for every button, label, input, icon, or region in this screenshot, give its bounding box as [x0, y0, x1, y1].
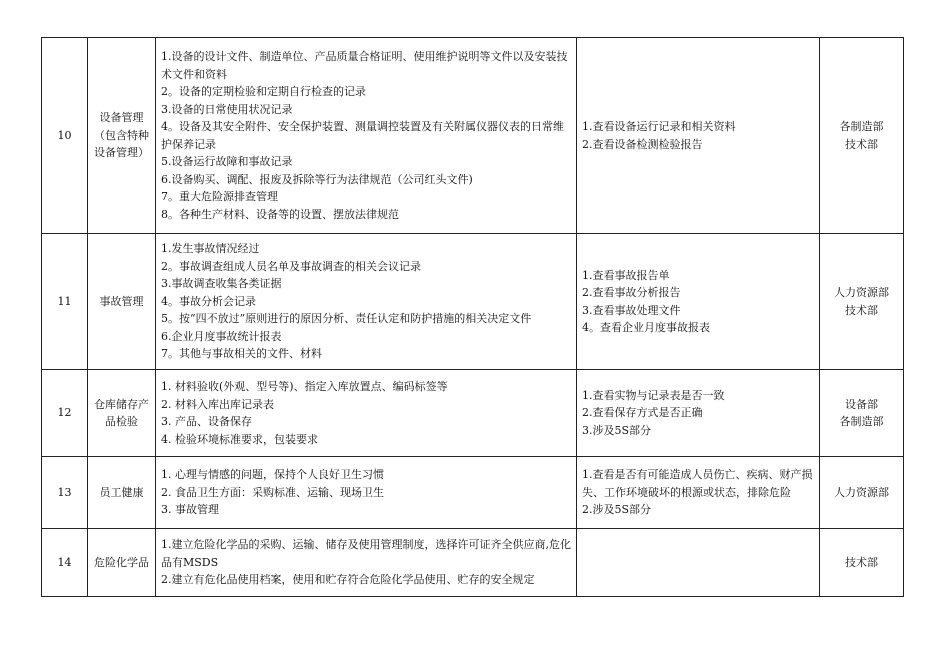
requirement-line: 1.设备的设计文件、制造单位、产品质量合格证明、使用维护说明等文件以及安装技术文件和资料 — [161, 50, 568, 81]
department-name: 技术部 — [845, 137, 878, 151]
table-row — [42, 457, 904, 529]
check-line: 1.查看设备运行记录和相关资料 — [582, 120, 736, 133]
check-line: 2.查看保存方式是否正确 — [582, 406, 703, 420]
department-name: 技术部 — [845, 555, 878, 569]
requirement-line: 2.建立有危化品使用档案，使用和贮存符合危险化学品使用、贮存的安全规定 — [161, 573, 535, 587]
checks-cell — [577, 370, 820, 457]
inspection-table — [41, 37, 904, 597]
department-cell — [820, 38, 904, 234]
check-line: 1.查看事故报告单 — [582, 268, 670, 282]
requirement-line: 1. 材料验收(外观、型号等)、指定入库放置点、编码标签等 — [161, 380, 448, 393]
requirement-line: 6.企业月度事故统计报表 — [161, 329, 282, 343]
check-line: 2.查看设备检测检验报告 — [582, 137, 703, 151]
table-row — [42, 38, 904, 234]
checks-cell — [577, 234, 820, 370]
row-number: 12 — [42, 370, 88, 457]
checks-cell — [577, 529, 820, 597]
check-line: 3.涉及5S部分 — [582, 423, 652, 437]
requirement-line: 2. 材料入库出库记录表 — [161, 397, 274, 411]
department-name: 设备部 — [845, 397, 878, 411]
item-name: 事故管理 — [88, 234, 156, 370]
requirement-line: 1.建立危险化学品的采购、运输、储存及使用管理制度，选择许可证齐全供应商,危化品有MSDS — [161, 538, 571, 569]
department-name: 人力资源部 — [834, 286, 889, 299]
checks-cell — [577, 38, 820, 234]
requirement-line: 3.事故调查收集各类证据 — [161, 277, 282, 291]
department-cell — [820, 234, 904, 370]
requirement-line: 2。设备的定期检验和定期自行检查的记录 — [161, 85, 366, 98]
check-line: 2.查看事故分析报告 — [582, 286, 681, 299]
requirement-line: 3.设备的日常使用状况记录 — [161, 102, 293, 116]
requirements-cell — [156, 370, 577, 457]
row-number: 11 — [42, 234, 88, 370]
row-number: 13 — [42, 457, 88, 529]
item-name: 员工健康 — [88, 457, 156, 529]
checks-cell — [577, 457, 820, 529]
check-line: 3.查看事故处理文件 — [582, 303, 681, 317]
department-cell — [820, 370, 904, 457]
requirements-cell — [156, 234, 577, 370]
row-number: 10 — [42, 38, 88, 234]
requirement-line: 7。其他与事故相关的文件、材料 — [161, 347, 322, 361]
check-line: 1.查看是否有可能造成人员伤亡、疾病、财产损失、工作环境破坏的根源或状态，排除危险 — [582, 468, 813, 499]
requirements-cell — [156, 457, 577, 529]
requirement-line: 5.设备运行故障和事故记录 — [161, 155, 293, 168]
requirements-cell — [156, 38, 577, 234]
check-line: 2.涉及5S部分 — [582, 503, 652, 517]
requirement-line: 2. 食品卫生方面：采购标准、运输、现场卫生 — [161, 485, 384, 499]
department-cell — [820, 457, 904, 529]
department-name: 各制造部 — [839, 120, 884, 133]
requirement-line: 3. 产品、设备保存 — [161, 415, 252, 428]
check-line: 1.查看实物与记录表是否一致 — [582, 388, 725, 402]
requirements-cell — [156, 529, 577, 597]
table-row — [42, 370, 904, 457]
table-row — [42, 234, 904, 370]
requirement-line: 2。事故调查组成人员名单及事故调查的相关会议记录 — [161, 259, 421, 273]
item-name: 仓库储存产品检验 — [88, 370, 156, 457]
requirement-line: 6.设备购买、调配、报废及拆除等行为法律规范（公司红头文件) — [161, 172, 473, 186]
item-name: 设备管理（包含特种设备管理） — [88, 38, 156, 234]
department-cell — [820, 529, 904, 597]
requirement-line: 3. 事故管理 — [161, 503, 219, 517]
requirement-line: 8。各种生产材料、设备等的设置、摆放法律规范 — [161, 207, 399, 221]
department-name: 技术部 — [845, 303, 878, 317]
check-line: 4。查看企业月度事故报表 — [582, 321, 710, 334]
requirement-line: 7。重大危险源排查管理 — [161, 190, 278, 203]
requirement-line: 4。事故分析会记录 — [161, 294, 256, 308]
table-row — [42, 529, 904, 597]
item-name: 危险化学品 — [88, 529, 156, 597]
requirement-line: 1. 心理与情感的问题，保持个人良好卫生习惯 — [161, 468, 384, 482]
requirement-line: 5。按“四不放过”原则进行的原因分析、责任认定和防护措施的相关决定文件 — [161, 312, 532, 326]
department-name: 人力资源部 — [834, 485, 889, 499]
requirement-line: 4。设备及其安全附件、安全保护装置、测量调控装置及有关附属仪器仪表的日常维护保养记录 — [161, 120, 564, 151]
row-number: 14 — [42, 529, 88, 597]
requirement-line: 4. 检验环境标准要求，包装要求 — [161, 432, 318, 446]
requirement-line: 1.发生事故情况经过 — [161, 242, 260, 256]
department-name: 各制造部 — [839, 415, 884, 428]
